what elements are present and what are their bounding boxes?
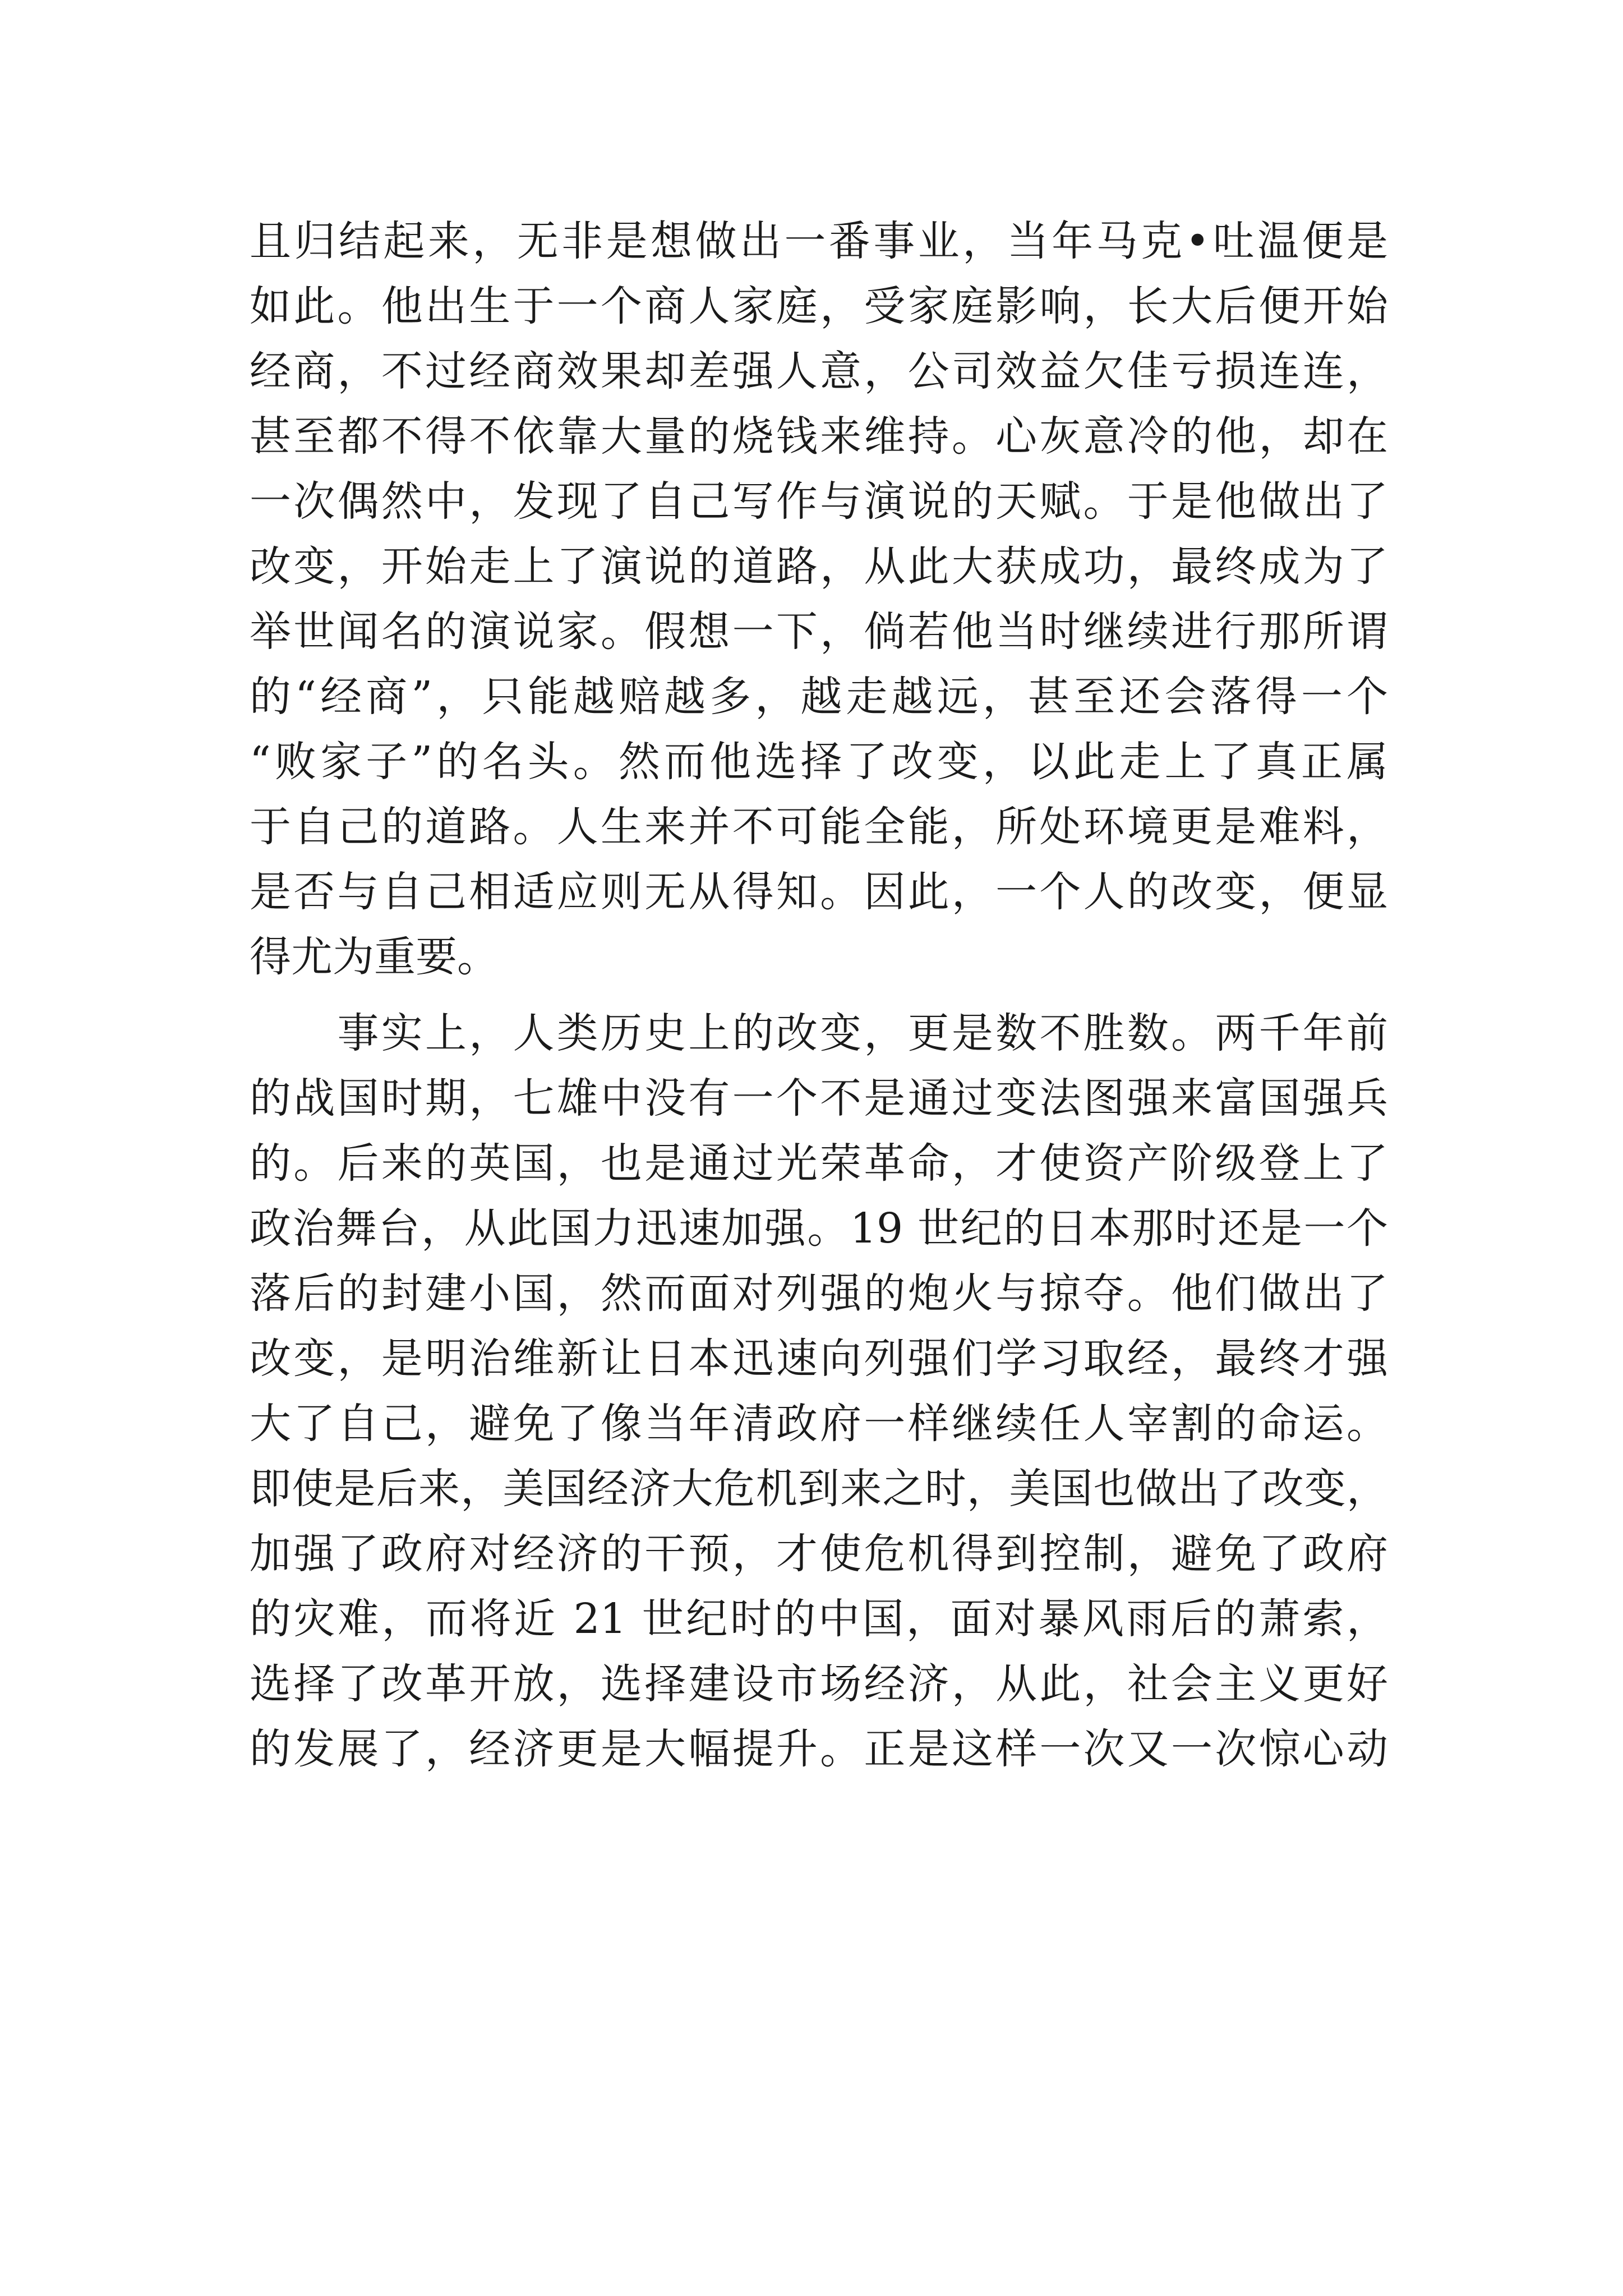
text-line: 加强了政府对经济的干预，才使危机得到控制，避免了政府 — [250, 1530, 1388, 1578]
text-line: 落后的封建小国，然而面对列强的炮火与掠夺。他们做出了 — [250, 1269, 1388, 1318]
text-line: 如此。他出生于一个商人家庭，受家庭影响，长大后便开始 — [250, 282, 1388, 330]
text-line: 政治舞台，从此国力迅速加强。19 世纪的日本那时还是一个 — [250, 1204, 1388, 1253]
text-line: 大了自己，避免了像当年清政府一样继续任人宰割的命运。 — [250, 1400, 1388, 1448]
paragraph-gap — [250, 990, 1388, 1001]
text-line: 的灾难，而将近 21 世纪时的中国，面对暴风雨后的萧索， — [250, 1595, 1388, 1643]
text-line: 事实上，人类历史上的改变，更是数不胜数。两千年前 — [250, 1009, 1388, 1057]
text-line: 的“经商”，只能越赔越多，越走越远，甚至还会落得一个 — [250, 673, 1388, 721]
text-line: 甚至都不得不依靠大量的烧钱来维持。心灰意冷的他，却在 — [250, 412, 1388, 461]
text-line: 经商，不过经商效果却差强人意，公司效益欠佳亏损连连， — [250, 347, 1388, 395]
text-line: “败家子”的名头。然而他选择了改变，以此走上了真正属 — [250, 738, 1388, 786]
text-line: 改变，是明治维新让日本迅速向列强们学习取经，最终才强 — [250, 1335, 1388, 1383]
text-line: 是否与自己相适应则无从得知。因此，一个人的改变，便显 — [250, 868, 1388, 916]
paragraph-2 — [250, 1001, 1388, 1782]
text-line: 举世闻名的演说家。假想一下，倘若他当时继续进行那所谓 — [250, 608, 1388, 656]
text-line: 的战国时期，七雄中没有一个不是通过变法图强来富国强兵 — [250, 1074, 1388, 1122]
text-line: 且归结起来，无非是想做出一番事业，当年马克•吐温便是 — [250, 217, 1388, 265]
text-line: 改变，开始走上了演说的道路，从此大获成功，最终成为了 — [250, 542, 1388, 591]
text-line: 一次偶然中，发现了自己写作与演说的天赋。于是他做出了 — [250, 477, 1388, 526]
text-line: 选择了改革开放，选择建设市场经济，从此，社会主义更好 — [250, 1660, 1388, 1708]
text-line: 的发展了，经济更是大幅提升。正是这样一次又一次惊心动 — [250, 1725, 1388, 1773]
paragraph-1 — [250, 209, 1388, 990]
text-line: 于自己的道路。人生来并不可能全能，所处环境更是难料， — [250, 803, 1388, 851]
text-line: 即使是后来，美国经济大危机到来之时，美国也做出了改变， — [250, 1465, 1388, 1513]
document-body — [250, 209, 1388, 1782]
text-line: 的。后来的英国，也是通过光荣革命，才使资产阶级登上了 — [250, 1139, 1388, 1188]
text-line: 得尤为重要。 — [250, 933, 499, 981]
